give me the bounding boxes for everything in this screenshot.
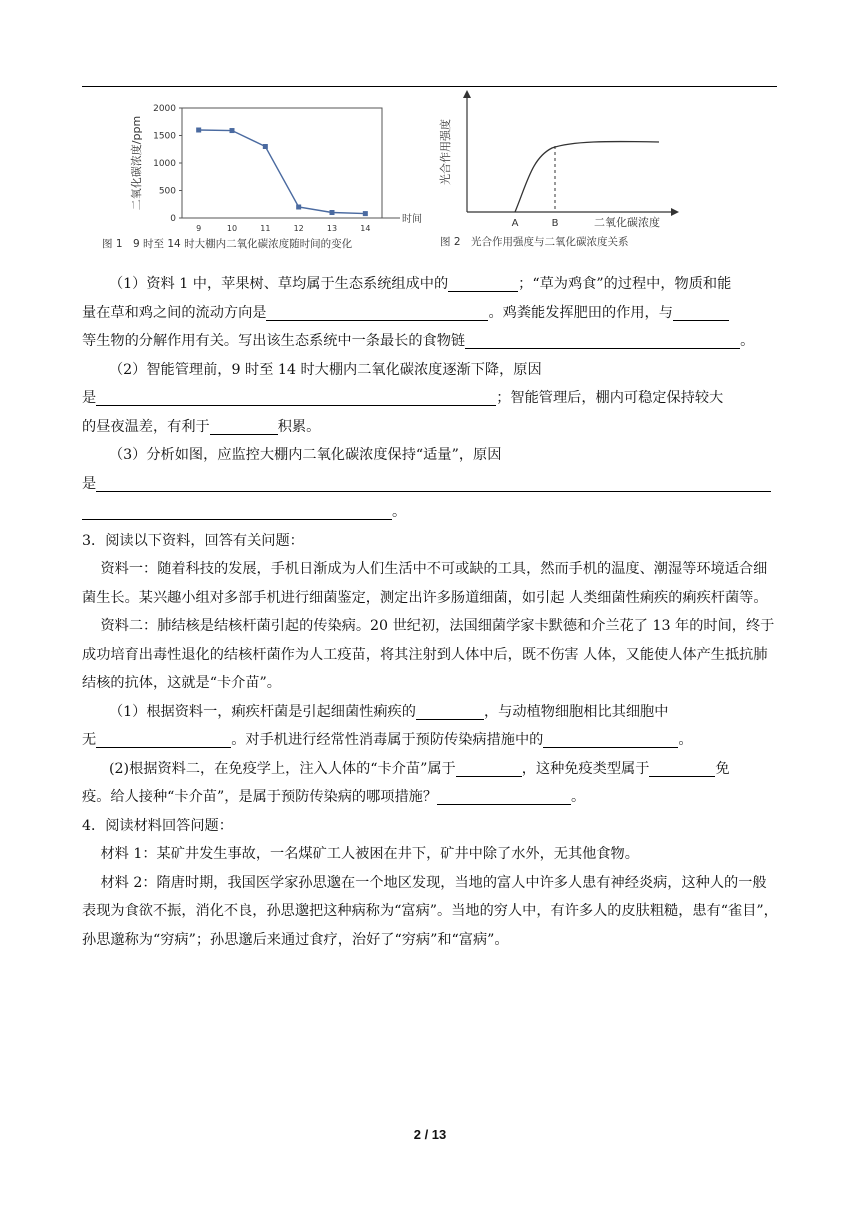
answer-blank[interactable]: [543, 729, 678, 748]
q3-1-text-b: ，与动植物细胞相比其细胞中: [483, 703, 669, 720]
data-point: [230, 128, 235, 133]
x-axis-label: 二氧化碳浓度: [594, 216, 660, 229]
tick-b-label: B: [551, 218, 559, 229]
q4-title: 4．阅读材料回答问题：: [82, 817, 233, 834]
q2-2-text-e: 积累。: [277, 418, 321, 435]
answer-blank[interactable]: [96, 387, 496, 406]
q4-material-1: 材料 1：某矿井发生事故，一名煤矿工人被困在井下，矿井中除了水外，无其他食物。: [100, 846, 639, 862]
q3-part1-line2: [82, 726, 780, 755]
header-rule: [82, 86, 777, 87]
q2-part2-line2: [82, 384, 780, 413]
q3-1-text-c: 无: [82, 732, 97, 748]
y-tick-label: 0: [170, 214, 176, 224]
q3-1-text-e: 。: [678, 732, 693, 748]
y-axis-label: 光合作用强度: [439, 119, 452, 185]
data-point: [330, 210, 335, 215]
y-tick-label: 500: [158, 186, 176, 197]
q2-2-text-a: （2）智能管理前，9 时至 14 时大棚内二氧化碳浓度逐渐下降，原因: [108, 361, 542, 378]
q2-1-text-b: ；“草为鸡食”的过程中，物质和能: [518, 276, 732, 292]
answer-blank[interactable]: [673, 302, 729, 321]
q3-part1-line1: [82, 698, 780, 727]
q2-3-text-a: （3）分析如图，应监控大棚内二氧化碳浓度保持“适量”，原因: [108, 447, 502, 463]
figure-1-caption: 图 1 9 时至 14 时大棚内二氧化碳浓度随时间的变化: [102, 238, 353, 250]
q3-part2-line2: [82, 783, 780, 812]
q3-2-text-e: 。: [571, 789, 586, 805]
series-line: [199, 130, 366, 214]
plot-frame: [182, 108, 382, 218]
data-point: [196, 128, 201, 133]
q4-material-2: 材料 2：隋唐时期，我国医学家孙思邈在一个地区发现，当地的富人中许多人患有神经炎病，这种人的一般表现为食欲不振，消化不良，孙思邈把这种病称为“富病”。当地的穷人中，有许多人的皮肤粗糙，患有“雀目”，孙思邈称为“穷病”；孙思邈后来通过食疗，治好了“穷病”和“富病”。: [82, 874, 778, 948]
answer-blank[interactable]: [266, 302, 488, 321]
data-point: [263, 144, 268, 149]
x-tick-label: 11: [260, 224, 271, 233]
figure-1-chart: [122, 96, 422, 246]
answer-blank[interactable]: [437, 786, 571, 805]
q2-part3-line3: [82, 498, 780, 527]
y-tick-label: 1500: [153, 131, 176, 142]
answer-blank[interactable]: [96, 729, 231, 748]
x-tick-label: 13: [326, 224, 338, 233]
figure-2-chart: [427, 88, 687, 238]
q3-2-text-b: ，这种免疫类型属于: [521, 760, 650, 777]
answer-blank[interactable]: [82, 501, 392, 520]
q2-2-text-d: 的昼夜温差，有利于: [82, 418, 210, 435]
response-curve: [515, 142, 659, 212]
answer-blank[interactable]: [96, 473, 771, 492]
figure-2-caption: 图 2 光合作用强度与二氧化碳浓度关系: [440, 236, 629, 248]
q3-material-2: 资料二：肺结核是结核杆菌引起的传染病。20 世纪初，法国细菌学家卡默德和介兰花了 13 年的时间，终于成功培育出毒性退化的结核杆菌作为人工疫苗，将其注射到人体中后，既不伤害 人体，又能使人体产生抵抗肺结核的抗体，这就是“卡介苗”。: [82, 618, 775, 691]
q3-2-text-a: (2)根据资料二，在免疫学上，注入人体的“卡介苗”属于: [108, 760, 456, 777]
data-point: [363, 211, 368, 216]
y-axis-label: 二氧化碳浓度/ppm: [130, 115, 143, 211]
q2-1-text-e: 等生物的分解作用有关。写出该生态系统中一条最长的食物链: [82, 333, 466, 349]
q2-1-text-c: 量在草和鸡之间的流动方向是: [82, 304, 267, 321]
q2-1-text-d: 。鸡粪能发挥肥田的作用，与: [488, 304, 673, 321]
q2-part2-line3: [82, 413, 780, 442]
q2-part1-line1: [82, 270, 780, 299]
answer-blank[interactable]: [416, 701, 484, 720]
q2-part2-line1: [82, 356, 780, 385]
q3-title: 3．阅读以下资料，回答有关问题：: [82, 532, 304, 549]
q2-1-text-f: 。: [740, 333, 755, 349]
q2-3-text-c: 。: [392, 504, 407, 520]
answer-blank[interactable]: [448, 273, 518, 292]
x-tick-label: 12: [293, 224, 304, 233]
q2-2-text-b: 是: [82, 390, 97, 406]
q3-1-text-a: （1）根据资料一，痢疾杆菌是引起细菌性痢疾的: [108, 703, 416, 720]
q3-part2-line1: [82, 755, 780, 784]
tick-a-label: A: [511, 218, 519, 229]
y-tick-label: 2000: [153, 104, 176, 114]
answer-blank[interactable]: [649, 758, 715, 777]
figures-area: [82, 88, 777, 258]
page-number: 2 / 13: [413, 1127, 447, 1142]
questions-body: [82, 270, 780, 954]
x-tick-label: 10: [226, 224, 238, 233]
q2-part3-line2: [82, 470, 780, 499]
answer-blank[interactable]: [210, 416, 278, 435]
q2-part3-line1: [82, 441, 780, 470]
q2-2-text-c: ；智能管理后，棚内可稳定保持较大: [496, 390, 724, 406]
q3-material-1: 资料一：随着科技的发展，手机日渐成为人们生活中不可或缺的工具，然而手机的温度、潮湿等环境适合细菌生长。某兴趣小组对多部手机进行细菌鉴定，测定出许多肠道细菌，如引起 人类细菌性痢疾的痢疾杆菌等。: [82, 561, 768, 606]
data-point: [296, 205, 301, 210]
q2-3-text-b: 是: [82, 475, 97, 492]
q3-2-text-c: 免: [715, 760, 730, 777]
x-tick-label: 9: [196, 224, 202, 233]
q3-1-text-d: 。对手机进行经常性消毒属于预防传染病措施中的: [231, 732, 544, 748]
x-tick-label: 14: [360, 224, 371, 233]
q2-1-text-a: （1）资料 1 中，苹果树、草均属于生态系统组成中的: [108, 276, 449, 292]
y-axis-arrow: [463, 90, 471, 98]
x-axis-arrow: [671, 208, 679, 216]
y-tick-label: 1000: [153, 159, 176, 169]
q2-part1-line3: [82, 327, 780, 356]
answer-blank[interactable]: [465, 330, 740, 349]
x-axis-label: 时间: [402, 214, 422, 225]
q2-part1-line2: [82, 299, 780, 328]
answer-blank[interactable]: [456, 758, 522, 777]
q3-2-text-d: 疫。给人接种“卡介苗”，是属于预防传染病的哪项措施？: [82, 789, 438, 805]
